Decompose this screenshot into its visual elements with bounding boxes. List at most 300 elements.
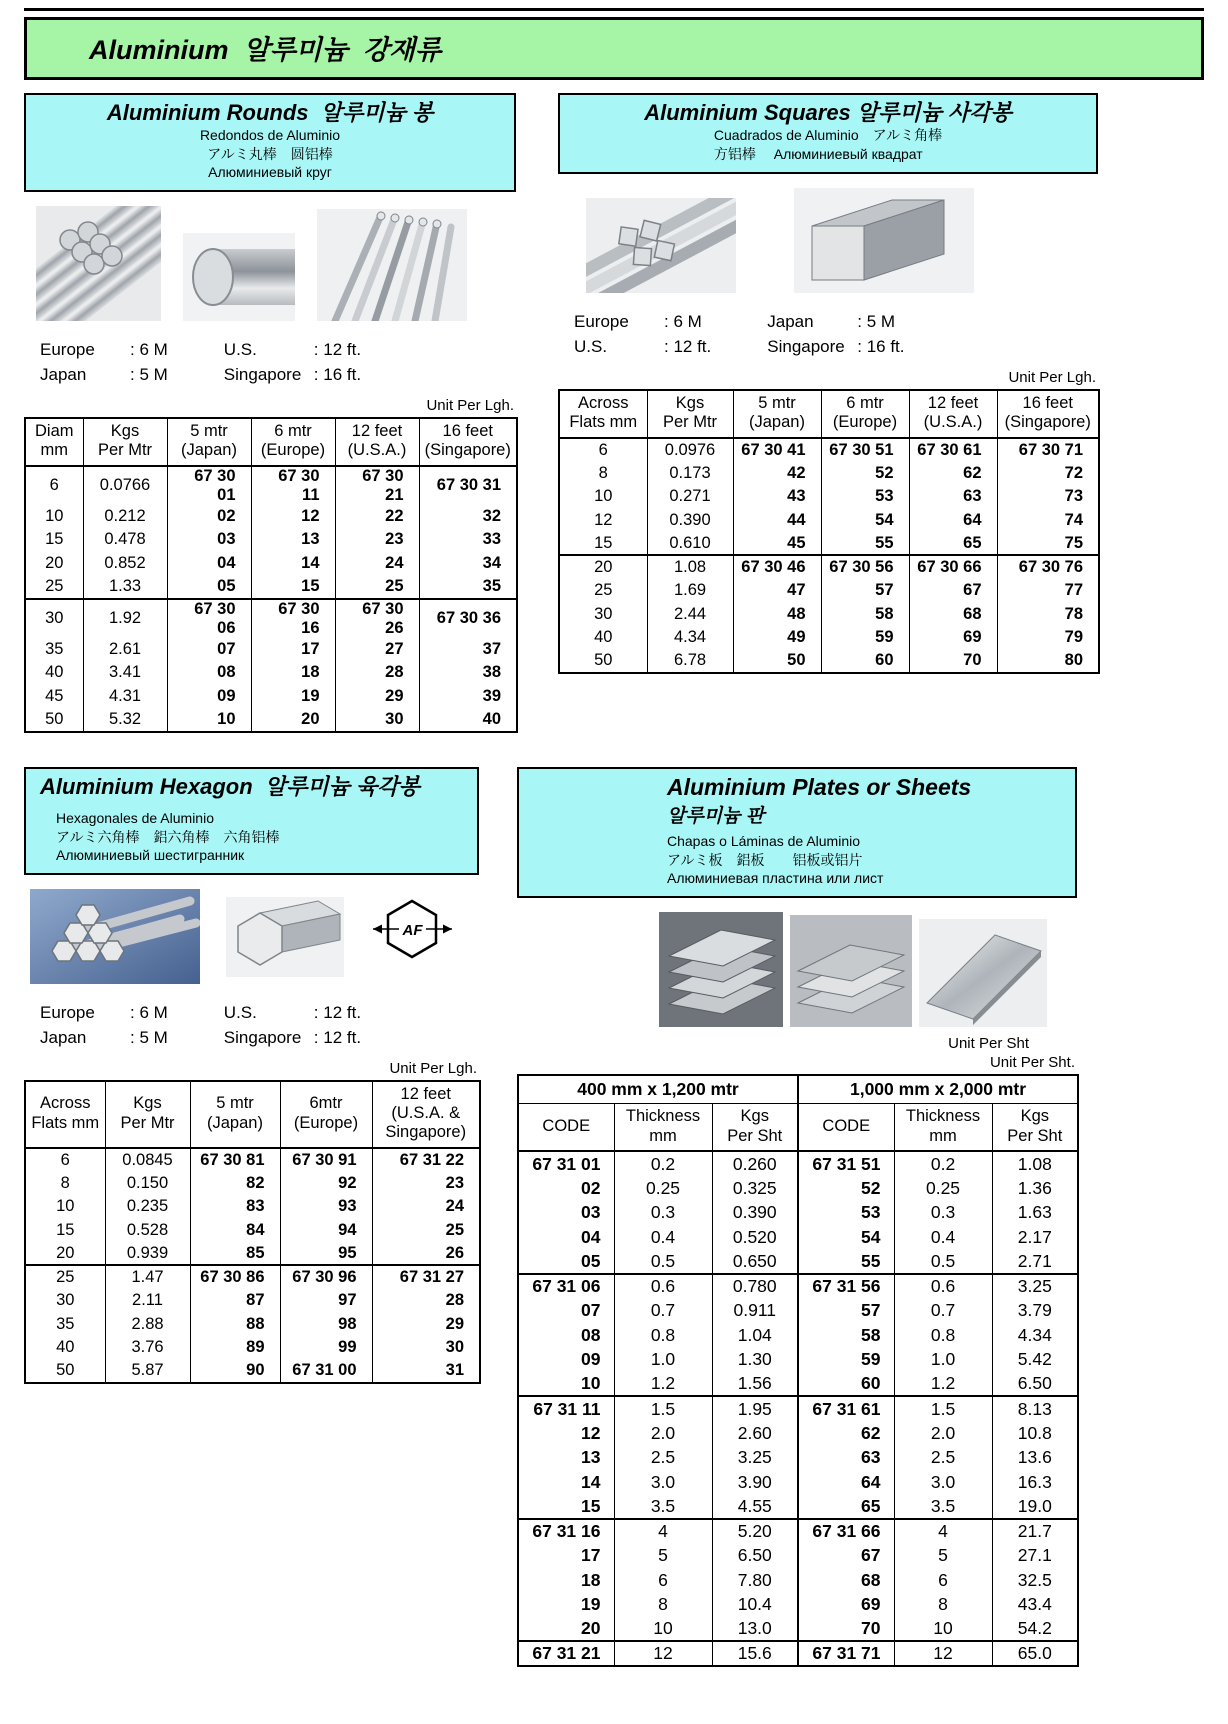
table-cell: 35 bbox=[45, 639, 64, 658]
table-row bbox=[518, 1592, 1078, 1617]
table-cell: 6 bbox=[60, 1150, 70, 1169]
table-cell: 65 bbox=[798, 1494, 894, 1519]
table-cell: 0.390 bbox=[647, 508, 733, 532]
table-cell: 89 bbox=[190, 1336, 280, 1360]
table-row bbox=[25, 599, 517, 638]
table-cell: 05 bbox=[581, 1250, 601, 1271]
table-cell: 87 bbox=[190, 1289, 280, 1313]
table-cell: 64 bbox=[798, 1470, 894, 1495]
table-cell: 50 bbox=[56, 1361, 75, 1380]
rounds-unit-note: Unit Per Lgh. bbox=[426, 396, 514, 414]
table-cell: 0.0845 bbox=[105, 1148, 190, 1172]
table-cell: 67 30 36 bbox=[419, 599, 517, 638]
table-cell: 57 bbox=[821, 579, 909, 603]
table-cell: 67 30 81 bbox=[190, 1148, 280, 1172]
table-cell: 35 bbox=[56, 1314, 75, 1333]
table-row bbox=[25, 1359, 480, 1383]
table-cell: 42 bbox=[733, 461, 821, 485]
table-cell: 20 bbox=[45, 553, 64, 572]
table-cell: 2.71 bbox=[992, 1249, 1078, 1274]
table-cell: 22 bbox=[335, 505, 419, 529]
table-cell: 4.31 bbox=[83, 685, 167, 709]
table-cell: 0.520 bbox=[712, 1225, 798, 1250]
table-cell: 54.2 bbox=[992, 1617, 1078, 1642]
table-cell: 94 bbox=[280, 1218, 372, 1242]
table-cell: 67 31 66 bbox=[798, 1519, 894, 1544]
table-cell: 74 bbox=[997, 508, 1099, 532]
table-row bbox=[518, 1225, 1078, 1250]
table-cell: 07 bbox=[581, 1300, 601, 1321]
table-cell: 60 bbox=[821, 649, 909, 673]
table-cell: 63 bbox=[798, 1445, 894, 1470]
column-header: 16 feet (Singapore) bbox=[419, 418, 517, 466]
table-cell: 67 30 61 bbox=[909, 438, 997, 462]
table-cell: 93 bbox=[280, 1195, 372, 1219]
column-header: Thickness mm bbox=[894, 1104, 992, 1151]
table-cell: 20 bbox=[251, 708, 335, 732]
table-cell: 0.0766 bbox=[83, 466, 167, 505]
table-cell: 25 bbox=[25, 1265, 105, 1289]
table-row bbox=[25, 466, 517, 505]
table-cell: 3.0 bbox=[894, 1470, 992, 1495]
table-cell: 0.235 bbox=[105, 1195, 190, 1219]
table-cell: 25 bbox=[45, 576, 64, 595]
table-cell: 67 30 11 bbox=[251, 466, 335, 505]
table-cell: 67 30 16 bbox=[251, 599, 335, 638]
table-cell: 0.8 bbox=[894, 1323, 992, 1348]
table-cell: 0.7 bbox=[894, 1298, 992, 1323]
table-cell: 77 bbox=[997, 579, 1099, 603]
table-cell: 1.69 bbox=[647, 579, 733, 603]
table-cell: 12 bbox=[594, 510, 613, 529]
table-cell: 21.7 bbox=[992, 1519, 1078, 1544]
table-cell: 6 bbox=[598, 440, 608, 459]
table-cell: 6.78 bbox=[647, 649, 733, 673]
table-cell: 25 bbox=[372, 1218, 480, 1242]
plate-stack-image bbox=[659, 912, 783, 1027]
column-header: 5 mtr (Japan) bbox=[733, 390, 821, 438]
table-cell: 67 bbox=[909, 579, 997, 603]
length-column bbox=[224, 1000, 361, 1051]
table-cell: 0.6 bbox=[614, 1274, 712, 1299]
section-squares bbox=[558, 93, 1098, 733]
table-cell: 3.25 bbox=[712, 1445, 798, 1470]
table-cell: 6.50 bbox=[992, 1372, 1078, 1397]
table-cell: 8.13 bbox=[992, 1396, 1078, 1421]
table-cell: 6 bbox=[614, 1568, 712, 1593]
table-cell: 67 30 76 bbox=[997, 555, 1099, 579]
table-cell: 1.92 bbox=[83, 599, 167, 638]
table-cell: 08 bbox=[167, 661, 251, 685]
table-cell: 83 bbox=[190, 1195, 280, 1219]
rounds-photo-single bbox=[183, 233, 295, 326]
thin-rods-image bbox=[317, 209, 467, 321]
table-cell: 67 31 06 bbox=[518, 1274, 614, 1299]
page-title: Aluminium 알루미늄 강재류 bbox=[89, 35, 442, 65]
table-row bbox=[518, 1494, 1078, 1519]
table-cell: 69 bbox=[909, 626, 997, 650]
table-cell: 32 bbox=[419, 505, 517, 529]
plates-table bbox=[517, 1074, 1079, 1667]
table-cell: 09 bbox=[167, 685, 251, 709]
length-label: Singapore bbox=[767, 337, 845, 357]
table-cell: 19.0 bbox=[992, 1494, 1078, 1519]
table-cell: 1.56 bbox=[712, 1372, 798, 1397]
column-header: Thickness mm bbox=[614, 1104, 712, 1151]
rounds-subtitle-es: Redondos de Aluminio bbox=[199, 127, 341, 144]
table-cell: 04 bbox=[167, 552, 251, 576]
table-cell: 02 bbox=[167, 505, 251, 529]
column-header: Kgs Per Mtr bbox=[83, 418, 167, 466]
table-cell: 15 bbox=[45, 530, 64, 549]
table-cell: 02 bbox=[581, 1177, 601, 1198]
table-cell: 5.42 bbox=[992, 1347, 1078, 1372]
squares-title: Aluminium Squares 알루미늄 사각봉 bbox=[644, 100, 1012, 125]
column-header: CODE bbox=[798, 1104, 894, 1151]
table-header-row bbox=[559, 390, 1099, 438]
column-header: 16 feet (Singapore) bbox=[997, 390, 1099, 438]
hexagon-length-info bbox=[40, 1000, 479, 1051]
table-cell: 13 bbox=[251, 528, 335, 552]
table-cell: 4 bbox=[894, 1519, 992, 1544]
column-header: 5 mtr (Japan) bbox=[167, 418, 251, 466]
column-header: 12 feet (U.S.A. & Singapore) bbox=[372, 1081, 480, 1148]
length-label: U.S. bbox=[223, 1002, 257, 1022]
length-value: : 5 M bbox=[130, 365, 168, 385]
table-cell: 0.260 bbox=[712, 1151, 798, 1176]
column-header: 6mtr (Europe) bbox=[280, 1081, 372, 1148]
table-row bbox=[25, 685, 517, 709]
squares-length-info bbox=[574, 309, 1098, 360]
table-cell: 2.44 bbox=[647, 602, 733, 626]
length-value: : 6 M bbox=[130, 339, 168, 359]
table-cell: 70 bbox=[798, 1617, 894, 1642]
table-cell: 15.6 bbox=[712, 1641, 798, 1666]
section-plates bbox=[517, 767, 1077, 1667]
table-cell: 64 bbox=[909, 508, 997, 532]
column-header: 6 mtr (Europe) bbox=[821, 390, 909, 438]
table-cell: 34 bbox=[419, 552, 517, 576]
table-cell: 0.2 bbox=[894, 1151, 992, 1176]
length-label: Singapore bbox=[223, 365, 302, 385]
table-cell: 49 bbox=[733, 626, 821, 650]
table-cell: 67 30 66 bbox=[909, 555, 997, 579]
table-cell: 3.5 bbox=[614, 1494, 712, 1519]
round-bar-image bbox=[183, 233, 295, 321]
table-cell: 18 bbox=[251, 661, 335, 685]
length-label: Japan bbox=[40, 365, 87, 385]
hexagon-photo-single bbox=[226, 897, 344, 982]
table-cell: 1.5 bbox=[614, 1396, 712, 1421]
table-cell: 67 30 51 bbox=[821, 438, 909, 462]
length-value: : 12 ft. bbox=[313, 1028, 362, 1048]
table-cell: 1.2 bbox=[614, 1372, 712, 1397]
table-row bbox=[559, 461, 1099, 485]
squares-photos bbox=[586, 188, 1098, 298]
size-group-1: 400 mm x 1,200 mtr bbox=[518, 1075, 798, 1104]
table-cell: 15 bbox=[594, 533, 613, 552]
squares-photo-single bbox=[794, 188, 974, 298]
table-row bbox=[25, 661, 517, 685]
plate-sheet-image bbox=[919, 919, 1047, 1027]
table-row bbox=[518, 1519, 1078, 1544]
table-cell: 10 bbox=[167, 708, 251, 732]
table-cell: 97 bbox=[280, 1289, 372, 1313]
table-cell: 0.2 bbox=[614, 1151, 712, 1176]
table-cell: 1.08 bbox=[992, 1151, 1078, 1176]
table-row bbox=[25, 638, 517, 662]
table-cell: 67 31 56 bbox=[798, 1274, 894, 1299]
plates-title: Aluminium Plates or Sheets bbox=[667, 773, 972, 800]
table-cell: 52 bbox=[821, 461, 909, 485]
table-cell: 2.5 bbox=[614, 1445, 712, 1470]
table-cell: 31 bbox=[372, 1359, 480, 1383]
table-row bbox=[25, 1171, 480, 1195]
table-cell: 0.7 bbox=[614, 1298, 712, 1323]
table-row bbox=[518, 1323, 1078, 1348]
length-value: : 6 M bbox=[664, 311, 702, 331]
table-cell: 5 bbox=[894, 1543, 992, 1568]
table-cell: 26 bbox=[372, 1242, 480, 1266]
table-cell: 0.478 bbox=[83, 528, 167, 552]
table-cell: 2.0 bbox=[614, 1421, 712, 1446]
table-cell: 23 bbox=[335, 528, 419, 552]
table-cell: 19 bbox=[251, 685, 335, 709]
table-cell: 98 bbox=[280, 1312, 372, 1336]
length-value: : 12 ft. bbox=[313, 1002, 362, 1022]
table-cell: 5 bbox=[614, 1543, 712, 1568]
table-cell: 20 bbox=[56, 1243, 75, 1262]
table-cell: 7.80 bbox=[712, 1568, 798, 1593]
column-header: Diam mm bbox=[25, 418, 83, 466]
table-cell: 12 bbox=[581, 1422, 601, 1443]
table-cell: 73 bbox=[997, 485, 1099, 509]
table-cell: 67 31 11 bbox=[518, 1396, 614, 1421]
column-header: 5 mtr (Japan) bbox=[190, 1081, 280, 1148]
table-cell: 04 bbox=[581, 1226, 601, 1247]
table-row bbox=[518, 1617, 1078, 1642]
rounds-header-box bbox=[24, 93, 516, 192]
table-row bbox=[559, 532, 1099, 556]
length-label: U.S. bbox=[574, 337, 608, 357]
table-row bbox=[559, 602, 1099, 626]
table-cell: 1.30 bbox=[712, 1347, 798, 1372]
table-row bbox=[559, 555, 1099, 579]
table-row bbox=[518, 1641, 1078, 1666]
table-cell: 54 bbox=[821, 508, 909, 532]
table-cell: 0.271 bbox=[647, 485, 733, 509]
hexagon-photos bbox=[30, 889, 479, 989]
squares-unit-note: Unit Per Lgh. bbox=[1008, 368, 1096, 386]
table-cell: 67 30 71 bbox=[997, 438, 1099, 462]
hexagon-photo-bundle bbox=[30, 889, 200, 989]
table-row bbox=[559, 438, 1099, 462]
table-cell: 32.5 bbox=[992, 1568, 1078, 1593]
square-bars-image bbox=[586, 198, 736, 293]
table-cell: 15 bbox=[581, 1495, 601, 1516]
table-row bbox=[518, 1347, 1078, 1372]
table-cell: 95 bbox=[280, 1242, 372, 1266]
table-row bbox=[518, 1274, 1078, 1299]
table-cell: 2.60 bbox=[712, 1421, 798, 1446]
table-cell: 50 bbox=[45, 709, 64, 728]
table-row bbox=[25, 1218, 480, 1242]
table-cell: 70 bbox=[909, 649, 997, 673]
table-cell: 16.3 bbox=[992, 1470, 1078, 1495]
table-cell: 0.212 bbox=[83, 505, 167, 529]
table-cell: 27.1 bbox=[992, 1543, 1078, 1568]
table-cell: 67 31 51 bbox=[798, 1151, 894, 1176]
table-cell: 1.63 bbox=[992, 1200, 1078, 1225]
table-cell: 18 bbox=[581, 1569, 601, 1590]
table-row bbox=[518, 1445, 1078, 1470]
table-cell: 03 bbox=[167, 528, 251, 552]
table-cell: 10 bbox=[594, 487, 613, 506]
table-row bbox=[25, 1289, 480, 1313]
table-cell: 40 bbox=[45, 663, 64, 682]
table-cell: 30 bbox=[56, 1291, 75, 1310]
table-cell: 45 bbox=[733, 532, 821, 556]
plate-stack-image bbox=[790, 915, 912, 1027]
table-cell: 67 bbox=[798, 1543, 894, 1568]
squares-subtitle-es-jp: Cuadrados de Aluminio アルミ角棒 bbox=[713, 127, 943, 144]
table-cell: 17 bbox=[581, 1545, 601, 1566]
table-cell: 5.32 bbox=[83, 708, 167, 732]
rounds-photo-bundle bbox=[36, 206, 161, 326]
table-cell: 4.34 bbox=[647, 626, 733, 650]
table-row bbox=[559, 508, 1099, 532]
table-cell: 67 31 01 bbox=[532, 1153, 601, 1174]
table-header-row bbox=[518, 1104, 1078, 1151]
table-cell: 4 bbox=[614, 1519, 712, 1544]
table-cell: 65 bbox=[909, 532, 997, 556]
rounds-title: Aluminium Rounds 알루미늄 봉 bbox=[106, 100, 434, 125]
round-bars-image bbox=[36, 206, 161, 321]
table-cell: 10 bbox=[581, 1373, 601, 1394]
table-row bbox=[559, 579, 1099, 603]
column-header: Kgs Per Sht bbox=[992, 1104, 1078, 1151]
table-cell: 5.87 bbox=[105, 1359, 190, 1383]
table-row bbox=[518, 1200, 1078, 1225]
column-header: Across Flats mm bbox=[559, 390, 647, 438]
section-hexagon bbox=[24, 767, 479, 1667]
table-cell: 75 bbox=[997, 532, 1099, 556]
plates-subtitle-ru: Алюминиевая пластина или лист bbox=[667, 870, 884, 887]
table-cell: 4.55 bbox=[712, 1494, 798, 1519]
table-cell: 80 bbox=[997, 649, 1099, 673]
plates-title-kr: 알루미늄 판 bbox=[667, 806, 765, 828]
plates-photo-stack-2 bbox=[790, 915, 912, 1032]
plates-photo-sheet bbox=[919, 919, 1047, 1032]
table-cell: 28 bbox=[335, 661, 419, 685]
length-label: Singapore bbox=[223, 1028, 302, 1048]
table-cell: 2.0 bbox=[894, 1421, 992, 1446]
table-cell: 0.5 bbox=[614, 1249, 712, 1274]
length-label: Japan bbox=[40, 1028, 87, 1048]
table-cell: 67 30 91 bbox=[280, 1148, 372, 1172]
table-row bbox=[518, 1176, 1078, 1201]
table-cell: 0.25 bbox=[614, 1176, 712, 1201]
table-cell: 24 bbox=[372, 1195, 480, 1219]
table-cell: 0.4 bbox=[894, 1225, 992, 1250]
table-cell: 14 bbox=[251, 552, 335, 576]
page-title-banner bbox=[24, 17, 1204, 80]
length-value: : 16 ft. bbox=[313, 365, 362, 385]
table-row bbox=[559, 649, 1099, 673]
table-cell: 50 bbox=[594, 651, 613, 670]
table-cell: 62 bbox=[798, 1421, 894, 1446]
section-rounds bbox=[24, 93, 516, 733]
table-cell: 03 bbox=[581, 1202, 601, 1223]
table-cell: 4.34 bbox=[992, 1323, 1078, 1348]
table-cell: 38 bbox=[419, 661, 517, 685]
table-cell: 8 bbox=[894, 1592, 992, 1617]
across-flats-diagram bbox=[370, 893, 456, 971]
table-cell: 6 bbox=[894, 1568, 992, 1593]
table-cell: 47 bbox=[733, 579, 821, 603]
table-cell: 0.780 bbox=[712, 1274, 798, 1299]
table-cell: 84 bbox=[190, 1218, 280, 1242]
table-cell: 55 bbox=[798, 1249, 894, 1274]
table-cell: 3.0 bbox=[614, 1470, 712, 1495]
table-cell: 1.33 bbox=[83, 575, 167, 599]
table-cell: 20 bbox=[581, 1618, 601, 1639]
table-cell: 10 bbox=[56, 1197, 75, 1216]
af-label: AF bbox=[402, 921, 423, 939]
table-cell: 67 30 01 bbox=[167, 466, 251, 505]
table-cell: 79 bbox=[997, 626, 1099, 650]
table-row bbox=[518, 1298, 1078, 1323]
table-cell: 0.528 bbox=[105, 1218, 190, 1242]
column-header: Across Flats mm bbox=[25, 1081, 105, 1148]
table-cell: 0.3 bbox=[894, 1200, 992, 1225]
table-row bbox=[25, 505, 517, 529]
table-cell: 67 31 27 bbox=[372, 1265, 480, 1289]
rounds-photo-thin-rods bbox=[317, 209, 467, 326]
table-cell: 2.88 bbox=[105, 1312, 190, 1336]
table-cell: 1.2 bbox=[894, 1372, 992, 1397]
hexagon-title: Aluminium Hexagon 알루미늄 육각봉 bbox=[40, 773, 420, 799]
table-cell: 67 30 86 bbox=[190, 1265, 280, 1289]
table-cell: 67 30 46 bbox=[733, 555, 821, 579]
hexagon-subtitle-ru: Алюминиевый шестигранник bbox=[56, 847, 245, 864]
table-cell: 8 bbox=[598, 463, 608, 482]
table-cell: 10 bbox=[614, 1617, 712, 1642]
table-cell: 50 bbox=[733, 649, 821, 673]
table-row bbox=[25, 1195, 480, 1219]
table-cell: 78 bbox=[997, 602, 1099, 626]
table-cell: 6.50 bbox=[712, 1543, 798, 1568]
table-cell: 29 bbox=[372, 1312, 480, 1336]
table-cell: 52 bbox=[798, 1176, 894, 1201]
length-value: : 6 M bbox=[130, 1002, 168, 1022]
table-cell: 0.4 bbox=[614, 1225, 712, 1250]
table-row bbox=[518, 1372, 1078, 1397]
table-cell: 3.5 bbox=[894, 1494, 992, 1519]
table-cell: 0.150 bbox=[105, 1171, 190, 1195]
table-cell: 15 bbox=[56, 1220, 75, 1239]
hex-bars-image bbox=[30, 889, 200, 984]
table-cell: 82 bbox=[190, 1171, 280, 1195]
table-cell: 6 bbox=[49, 476, 59, 495]
table-cell: 05 bbox=[167, 575, 251, 599]
table-cell: 57 bbox=[798, 1298, 894, 1323]
table-cell: 68 bbox=[798, 1568, 894, 1593]
table-row bbox=[518, 1151, 1078, 1176]
length-label: Europe bbox=[574, 311, 629, 331]
table-cell: 30 bbox=[25, 599, 83, 638]
table-cell: 0.852 bbox=[83, 552, 167, 576]
